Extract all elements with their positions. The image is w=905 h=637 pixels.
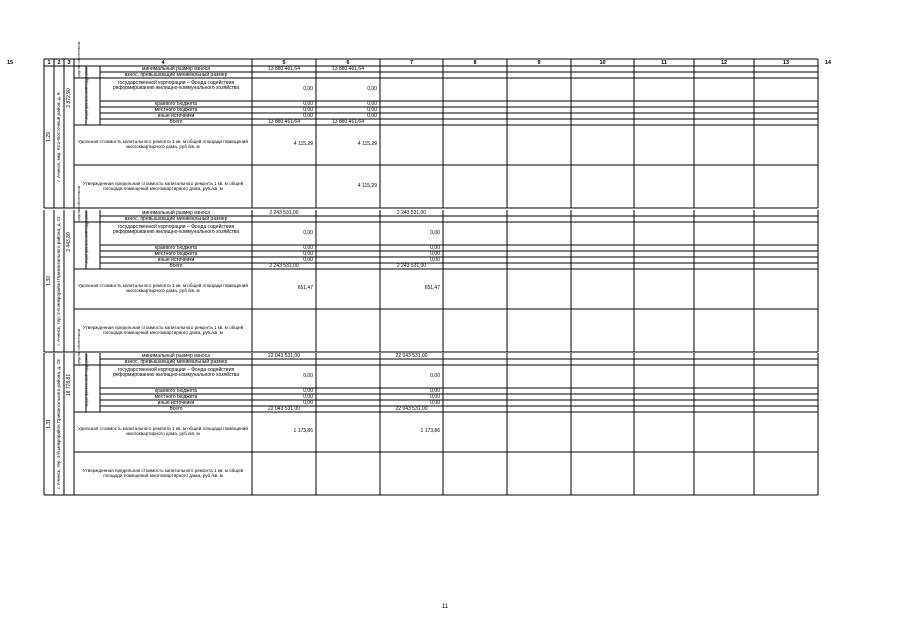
support-group-label: меры финансовой поддержки: [84, 353, 88, 406]
row-label-over: взнос, превышающий минимальный размер: [124, 215, 228, 222]
value-min-col5: 22 043 531,00: [268, 352, 300, 359]
value-corp-col5: 0,00: [303, 229, 313, 236]
value-min-col5: 13 880 461,64: [268, 65, 300, 72]
value-corp-col7: 0,00: [430, 229, 440, 236]
row-label-limit: Утвержденная предельная стоимость капитального ремонта 1 кв. м общей площади помещений многоквартирного дома, руб./кв. м: [82, 180, 244, 191]
value-min-col6: 13 880 461,64: [332, 65, 364, 72]
value-other-col5: 0,00: [303, 399, 313, 406]
row-label-krai: краевого бюджета: [154, 387, 198, 394]
row-label-corp: государственной корпорации – Фонда содействия реформированию жилищно-коммунального хозяйства: [112, 367, 240, 379]
value-total-col7: 2 243 531,00: [396, 262, 427, 269]
row-label-over: взнос, превышающий минимальный размер: [124, 358, 228, 365]
header-cell-8: 8: [473, 60, 477, 66]
header-cell-12: 12: [720, 60, 728, 66]
row-label-local: местного бюджета: [154, 250, 198, 257]
row-label-other: иные источники: [157, 399, 195, 406]
block-number: 1.29: [46, 132, 52, 142]
block-area: 3 372,90: [66, 88, 72, 108]
value-krai-col6: 0,00: [367, 100, 377, 107]
row-label-local: местного бюджета: [154, 106, 198, 113]
value-total-col5: 2 243 531,00: [269, 262, 299, 269]
row-label-total: Всего: [169, 262, 183, 269]
row-label-min: минимальный размер взноса: [142, 352, 210, 359]
block-area: 18 778,81: [66, 373, 72, 397]
value-unit-col5: 4 115,29: [293, 141, 313, 147]
row-label-corp: государственной корпорации – Фонда содействия реформированию жилищно-коммунального хозяйства: [112, 224, 240, 236]
owners-group-label: средства собственников: [77, 185, 81, 222]
value-corp-col6: 0,00: [367, 85, 377, 92]
value-unit-col6: 4 115,29: [357, 141, 377, 147]
row-label-local: местного бюджета: [154, 393, 198, 400]
support-group-label: меры финансовой поддержки: [84, 210, 88, 263]
row-label-unit: Удельная стоимость капитального ремонта 1 кв. м общей площади помещений многоквартирного дома, руб./кв. м: [78, 426, 248, 437]
owners-group-label: средства собственников: [77, 41, 81, 78]
value-min-col7: 22 043 531,00: [395, 352, 428, 359]
value-total-col7: 22 043 531,00: [395, 405, 428, 412]
block-number: 1.31: [46, 419, 52, 429]
value-total-col5: 13 880 461,64: [268, 118, 300, 125]
value-other-col5: 0,00: [303, 112, 313, 119]
value-krai-col7: 0,00: [430, 244, 440, 251]
value-limit-col6: 4 115,29: [357, 182, 377, 189]
header-cell-4: 4: [161, 60, 165, 66]
value-corp-col5: 0,00: [303, 372, 313, 379]
value-unit-col5: 651,47: [297, 285, 313, 291]
value-local-col6: 0,00: [367, 106, 377, 113]
row-label-other: иные источники: [157, 112, 195, 119]
value-corp-col5: 0,00: [303, 85, 313, 92]
header-cell-11: 11: [661, 60, 667, 66]
block-number: 1.30: [46, 276, 52, 286]
value-krai-col5: 0,00: [303, 100, 313, 107]
value-local-col5: 0,00: [303, 393, 313, 400]
row-label-unit: Удельная стоимость капитального ремонта 1 кв. м общей площади помещений многоквартирного дома, руб./кв. м: [78, 283, 248, 294]
row-label-limit: Утвержденная предельная стоимость капитального ремонта 1 кв. м общей площади помещений многоквартирного дома, руб./кв. м: [82, 324, 244, 335]
page-number: 11: [441, 604, 449, 610]
header-cell-13: 13: [782, 60, 790, 66]
value-total-col6: 13 880 461,64: [332, 118, 364, 125]
value-krai-col5: 0,00: [303, 244, 313, 251]
header-cell-1: 1: [47, 60, 51, 66]
block-address: г. Ачинск, тер. 3-й микрорайон Привокзального района, д. 18: [56, 359, 61, 489]
value-unit-col7: 651,47: [424, 285, 440, 291]
row-label-limit: Утвержденная предельная стоимость капитального ремонта 1 кв. м общей площади помещений многоквартирного дома, руб./кв. м: [82, 467, 244, 478]
value-min-col5: 2 243 531,00: [269, 209, 299, 216]
value-corp-col7: 0,00: [430, 372, 440, 379]
value-unit-col5: 1 173,86: [293, 428, 313, 434]
header-cell-5: 5: [282, 60, 286, 66]
row-label-krai: краевого бюджета: [154, 244, 198, 251]
value-unit-col7: 1 173,86: [420, 428, 440, 434]
header-cell-2: 2: [57, 60, 61, 66]
owners-group-label: средства собственников: [77, 328, 81, 365]
support-group-label: меры финансовой поддержки: [84, 66, 88, 119]
header-cell-9: 9: [537, 60, 541, 66]
value-local-col5: 0,00: [303, 106, 313, 113]
value-other-col7: 0,00: [430, 399, 440, 406]
value-local-col7: 0,00: [430, 250, 440, 257]
header-cell-10: 10: [599, 60, 606, 66]
row-label-other: иные источники: [157, 256, 195, 263]
value-local-col7: 0,00: [430, 393, 440, 400]
value-krai-col5: 0,00: [303, 387, 313, 394]
row-label-corp: государственной корпорации – Фонда содействия реформированию жилищно-коммунального хозяйства: [112, 80, 240, 92]
value-total-col5: 22 043 531,00: [268, 405, 300, 412]
row-label-unit: Удельная стоимость капитального ремонта 1 кв. м общей площади помещений многоквартирного дома, руб./кв. м: [78, 139, 248, 150]
value-other-col5: 0,00: [303, 256, 313, 263]
header-cell-7: 7: [409, 60, 414, 66]
header-cell-15: 15: [6, 60, 14, 66]
row-label-min: минимальный размер взноса: [142, 65, 210, 72]
header-cell-6: 6: [346, 60, 350, 66]
value-min-col7: 2 243 531,00: [396, 209, 427, 216]
row-label-min: минимальный размер взноса: [142, 209, 210, 216]
block-area: 3 443,80: [66, 232, 72, 252]
row-label-total: Всего: [169, 118, 183, 125]
row-label-over: взнос, превышающий минимальный размер: [124, 71, 228, 78]
block-address: г. Ачинск, тер. 2-й микрорайон Привокзального района, д. 11: [56, 216, 61, 346]
value-local-col5: 0,00: [303, 250, 313, 257]
value-other-col6: 0,00: [367, 112, 377, 119]
value-other-col7: 0,00: [430, 256, 440, 263]
value-krai-col7: 0,00: [430, 387, 440, 394]
header-cell-14: 14: [824, 60, 832, 66]
block-address: г. Ачинск, мкр. Юго-Восточный район, д. 6: [56, 92, 61, 182]
header-cell-3: 3: [67, 60, 71, 66]
row-label-krai: краевого бюджета: [154, 100, 198, 107]
row-label-total: Всего: [169, 405, 183, 412]
